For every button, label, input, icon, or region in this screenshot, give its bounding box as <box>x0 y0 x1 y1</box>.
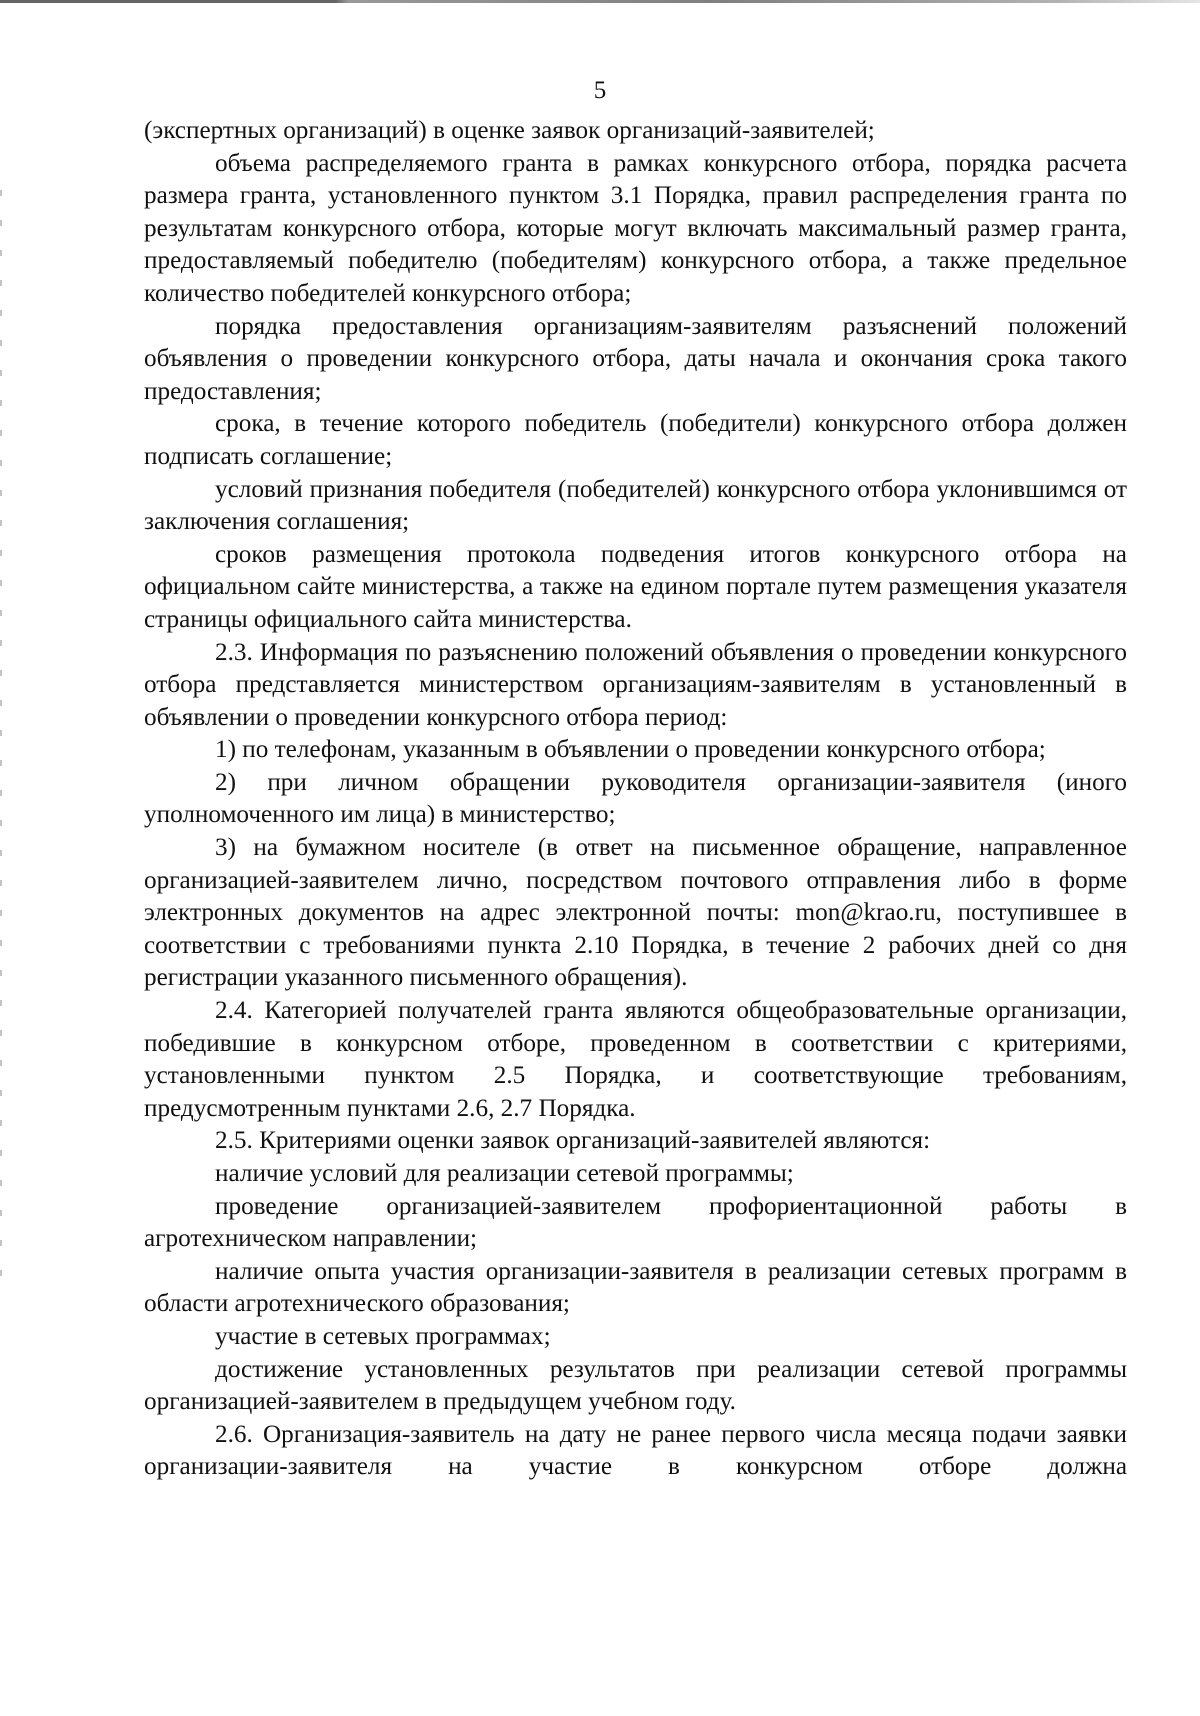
paragraph: участие в сетевых программах; <box>215 1322 551 1350</box>
paragraph: срока, в течение которого победитель (победители) конкурсного отбора должен подписать соглашение; <box>144 410 1127 470</box>
scan-edge-artifact <box>0 190 2 1290</box>
paragraph: 2.3. Информация по разъяснению положений объявления о проведении конкурсного отбора представляется министерством организациям-заявителям в установленный в объявлении о проведении конкурсного отбора период: <box>144 638 1127 731</box>
paragraph: проведение организацией-заявителем профориентационной работы в агротехническом направлении; <box>144 1192 1127 1253</box>
paragraph: условий признания победителя (победителей) конкурсного отбора уклонившимся от заключения соглашения; <box>144 475 1127 536</box>
page-number: 5 <box>593 77 607 104</box>
paragraph: 2.6. Организация-заявитель на дату не ранее первого числа месяца подачи заявки организации-заявителя на участие в конкурсном отборе должна <box>144 1420 1127 1481</box>
scan-border-line <box>0 0 1200 3</box>
paragraph: объема распределяемого гранта в рамках конкурсного отбора, порядка расчета размера гранта, установленного пунктом 3.1 Порядка, правил распределения гранта по результатам конкурсного отбора, которые могут включать максимальный размер гранта, предоставляемый победителю (победителям) конкурсного отбора, а также предельное количество победителей конкурсного отбора; <box>144 149 1127 307</box>
paragraph: 2.4. Категорией получателей гранта являются общеобразовательные организации, победившие в конкурсном отборе, проведенном в соответствии с критериями, установленными пунктом 2.5 Порядка, и соответствующие требованиям, предусмотренным пунктами 2.6, 2.7 Порядка. <box>144 997 1127 1122</box>
document-body <box>144 115 1127 1484</box>
paragraph: наличие условий для реализации сетевой программы; <box>215 1160 794 1187</box>
paragraph: достижение установленных результатов при реализации сетевой программы организацией-заявителем в предыдущем учебном году. <box>144 1355 1127 1416</box>
paragraph: 3) на бумажном носителе (в ответ на письменное обращение, направленное организацией-заявителем лично, посредством почтового отправления либо в форме электронных документов на адрес электронной почты: mon@krao.ru, поступившее в соответствии с требованиями пункта 2.10 Порядка, в течение 2 рабочих дней со дня регистрации указанного письменного обращения). <box>144 834 1127 992</box>
paragraph: 1) по телефонам, указанным в объявлении о проведении конкурсного отбора; <box>215 736 1046 764</box>
paragraph: 2.5. Критериями оценки заявок организаций-заявителей являются: <box>215 1127 931 1155</box>
paragraph: (экспертных организаций) в оценке заявок организаций-заявителей; <box>144 117 875 144</box>
paragraph: сроков размещения протокола подведения итогов конкурсного отбора на официальном сайте министерства, а также на едином портале путем размещения указателя страницы официального сайта министерства. <box>144 540 1127 633</box>
paragraph: 2) при личном обращении руководителя организации-заявителя (иного уполномоченного им лица) в министерство; <box>144 768 1127 829</box>
paragraph: порядка предоставления организациям-заявителям разъяснений положений объявления о проведении конкурсного отбора, даты начала и окончания срока такого предоставления; <box>144 312 1127 405</box>
paragraph: наличие опыта участия организации-заявителя в реализации сетевых программ в области агротехнического образования; <box>144 1257 1127 1318</box>
